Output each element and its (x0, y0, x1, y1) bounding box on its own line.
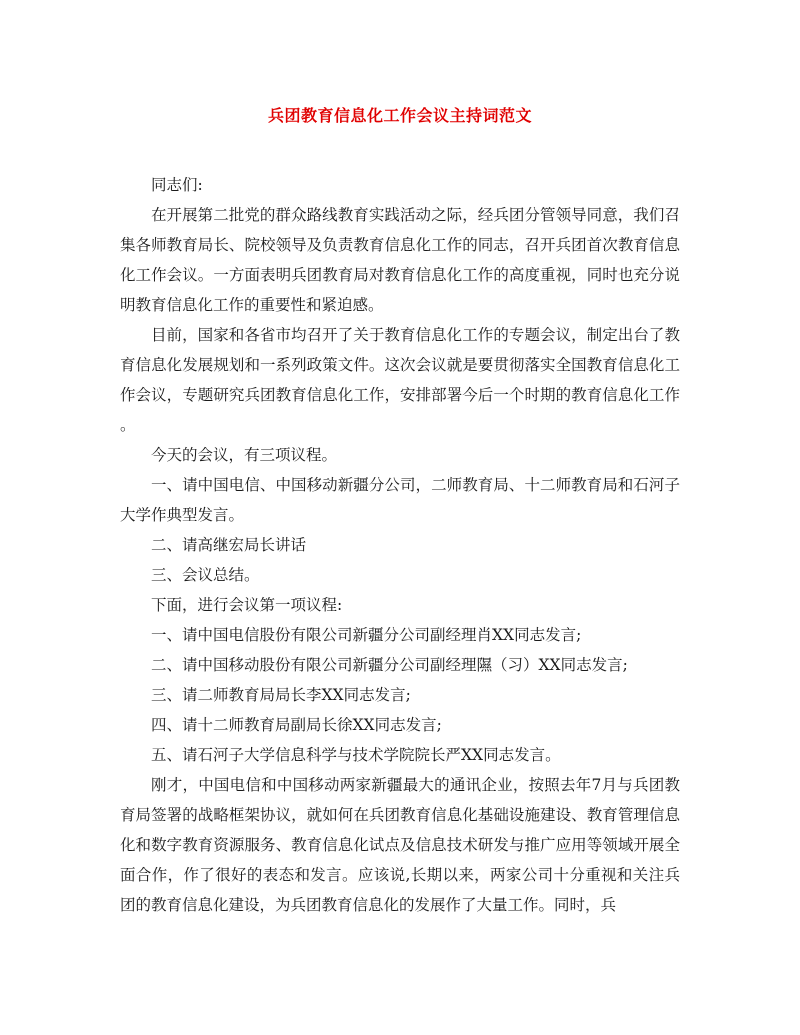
speaker-item-1: 一、请中国电信股份有限公司新疆分公司副经理肖XX同志发言; (151, 626, 582, 644)
speaker-item-2: 二、请中国移动股份有限公司新疆分公司副经理隰（习）XX同志发言; (151, 656, 628, 674)
agenda-item-1: 一、请中国电信、中国移动新疆分公司，二师教育局、十二师教育局和石河子大学作典型发言。 (120, 476, 680, 524)
document-body (120, 170, 680, 920)
paragraph-greeting: 同志们: (151, 176, 203, 194)
document-title: 兵团教育信息化工作会议主持词范文 (267, 106, 532, 125)
paragraph-intro: 在开展第二批党的群众路线教育实践活动之际，经兵团分管领导同意，我们召集各师教育局长、院校领导及负责教育信息化工作的同志，召开兵团首次教育信息化工作会议。一方面表明兵团教育局对教育信息化工作的高度重视，同时也充分说明教育信息化工作的重要性和紧迫感。 (120, 206, 680, 314)
paragraph-background: 目前，国家和各省市均召开了关于教育信息化工作的专题会议，制定出台了教育信息化发展规划和一系列政策文件。这次会议就是要贯彻落实全国教育信息化工作会议，专题研究兵团教育信息化工作，安排部署今后一个时期的教育信息化工作。 (120, 326, 680, 434)
speaker-item-3: 三、请二师教育局局长李XX同志发言; (151, 686, 411, 704)
speaker-item-5: 五、请石河子大学信息科学与技术学院院长严XX同志发言。 (151, 746, 561, 764)
agenda-item-2: 二、请高继宏局长讲话 (151, 536, 307, 554)
paragraph-first-agenda: 下面，进行会议第一项议程: (151, 596, 343, 614)
agenda-item-3: 三、会议总结。 (151, 566, 260, 584)
paragraph-summary: 刚才，中国电信和中国移动两家新疆最大的通讯企业，按照去年7月与兵团教育局签署的战略框架协议，就如何在兵团教育信息化基础设施建设、教育管理信息化和数字教育资源服务、教育信息化试点及信息技术研发与推广应用等领域开展全面合作，作了很好的表态和发言。应该说,长期以来，两家公司十分重视和关注兵团的教育信息化建设，为兵团教育信息化的发展作了大量工作。同时，兵 (120, 776, 680, 914)
speaker-item-4: 四、请十二师教育局副局长徐XX同志发言; (151, 716, 442, 734)
paragraph-agenda-intro: 今天的会议，有三项议程。 (151, 446, 338, 464)
